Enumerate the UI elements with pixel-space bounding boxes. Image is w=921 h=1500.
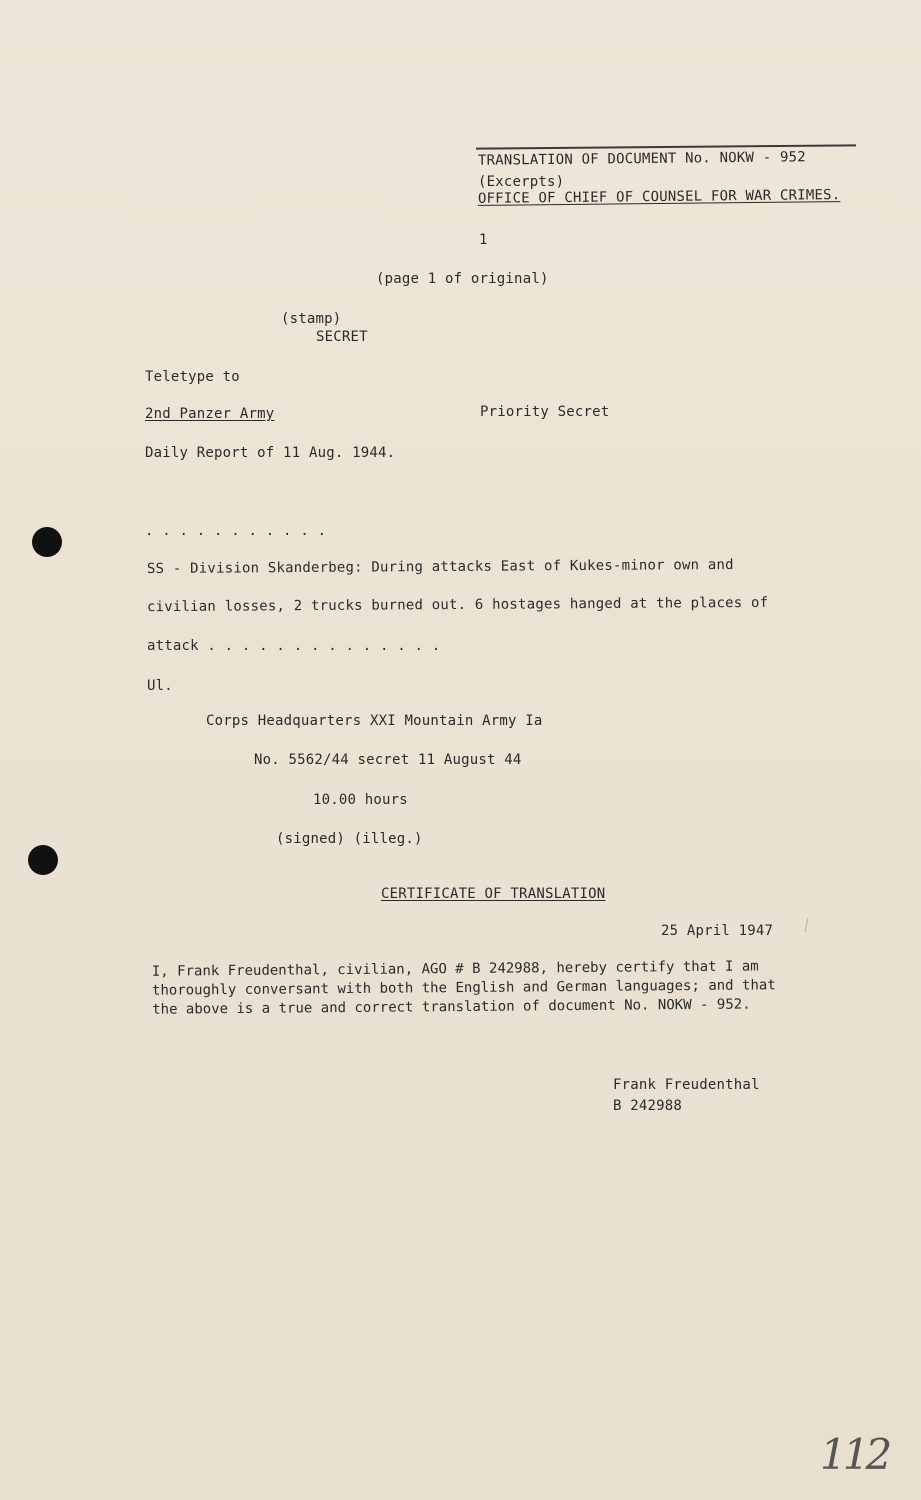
certificate-line-3: the above is a true and correct translation of document No. NOKW - 952. <box>152 996 751 1018</box>
certificate-title: CERTIFICATE OF TRANSLATION <box>381 886 606 902</box>
signature-line-3: 10.00 hours <box>313 792 408 808</box>
stamp-secret: SECRET <box>316 329 368 345</box>
addressee: 2nd Panzer Army <box>145 406 275 422</box>
pen-mark <box>805 918 809 932</box>
certificate-date: 25 April 1947 <box>661 923 774 939</box>
daily-report: Daily Report of 11 Aug. 1944. <box>145 445 396 461</box>
punch-hole <box>28 845 58 875</box>
priority: Priority Secret <box>480 404 610 420</box>
office-title: OFFICE OF CHIEF OF COUNSEL FOR WAR CRIMES. <box>477 187 841 207</box>
signature-line-2: No. 5562/44 secret 11 August 44 <box>254 752 522 768</box>
ellipsis-row: . . . . . . . . . . . <box>145 523 327 539</box>
excerpts-label: (Excerpts) <box>478 174 565 190</box>
body-line-1: SS - Division Skanderbeg: During attacks East of Kukes-minor own and <box>146 556 734 578</box>
certificate-line-2: thoroughly conversant with both the English and German languages; and that <box>151 977 776 999</box>
punch-hole <box>32 527 62 557</box>
signature-line-4: (signed) (illeg.) <box>276 831 423 847</box>
signer-name: Frank Freudenthal <box>613 1077 760 1093</box>
certificate-text <box>152 957 776 1019</box>
page-number: 1 <box>479 232 488 248</box>
stamp-label: (stamp) <box>281 311 342 327</box>
page-of-original: (page 1 of original) <box>376 271 549 287</box>
body-line-2: civilian losses, 2 trucks burned out. 6 hostages hanged at the places of <box>146 594 769 616</box>
body-line-3: attack . . . . . . . . . . . . . . <box>147 638 441 654</box>
teletype-to: Teletype to <box>145 369 240 385</box>
ul-label: Ul. <box>147 678 173 694</box>
signer-id: B 242988 <box>613 1098 683 1114</box>
signature-line-1: Corps Headquarters XXI Mountain Army Ia <box>206 713 543 729</box>
handwritten-page-mark: 112 <box>820 1430 889 1479</box>
translation-title: TRANSLATION OF DOCUMENT No. NOKW - 952 <box>477 149 806 169</box>
certificate-line-1: I, Frank Freudenthal, civilian, AGO # B 242988, hereby certify that I am <box>151 958 759 980</box>
